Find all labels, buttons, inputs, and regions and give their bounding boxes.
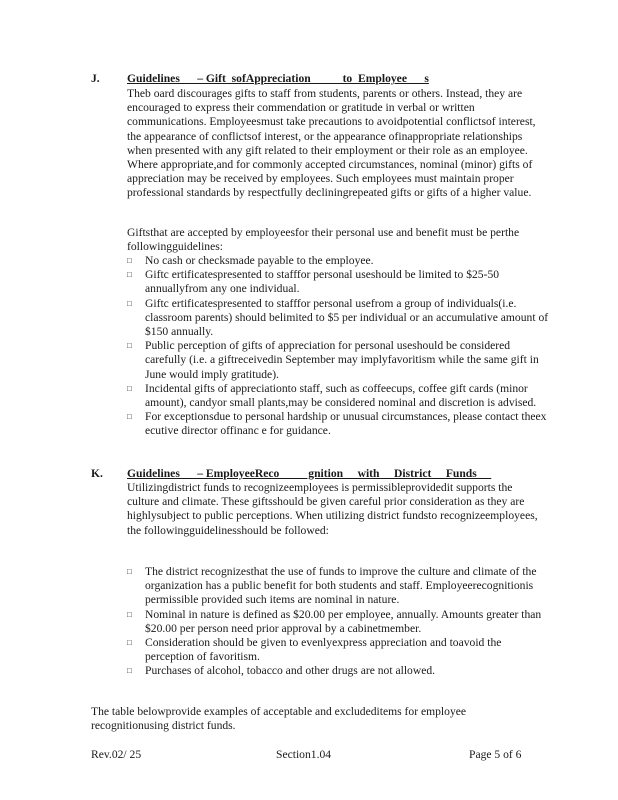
section-k-para1-text: Utilizingdistrict funds to recognizeemployees is permissibleprovidedit supports the culture and climate. These giftsshould be given careful prior consideration as they are highlysubject to public perceptions. When utilizing district fundsto recognizeemployees, the followingguidelinesshould be followed: — [127, 481, 538, 537]
section-k-letter: K. — [91, 467, 103, 480]
list-item-text: Purchases of alcohol, tobacco and other drugs are not allowed. — [145, 664, 436, 678]
section-j-paragraph-1 — [127, 87, 547, 201]
list-item — [127, 339, 552, 382]
list-item-text: Nominal in nature is defined as $20.00 per employee, annually. Amounts greater than $20.00 per person need prior approval by a cabinetmember. — [145, 607, 542, 635]
list-item — [127, 636, 542, 664]
footer-revision: Rev.02/ 25 — [91, 748, 142, 761]
list-item — [127, 297, 552, 340]
bullet-box-icon: □ — [127, 270, 132, 280]
section-k-heading: Guidelines – EmployeeReco gnition with District Funds — [127, 467, 492, 480]
list-item-text: Giftc ertificatespresented to stafffor personal useshould be limited to $25-50 annuallyfrom any one individual. — [145, 268, 500, 296]
list-item-text: Giftc ertificatespresented to stafffor personal usefrom a group of individuals(i.e. classroom parents) should belimited to $5 per individual or an accumulative amount of $150 annually. — [145, 296, 549, 339]
footer-section: Section1.04 — [276, 748, 332, 761]
list-item — [127, 410, 552, 438]
bullet-box-icon: □ — [127, 666, 132, 676]
section-j-guidelines-list — [127, 254, 552, 439]
list-item — [127, 608, 542, 636]
list-item — [127, 382, 552, 410]
list-item-text: For exceptionsdue to personal hardship or unusual circumstances, please contact theex ecutive director offinanc e for guidance. — [145, 410, 547, 438]
list-item-text: No cash or checksmade payable to the employee. — [145, 254, 374, 267]
list-item — [127, 565, 542, 608]
section-j-paragraph-2 — [127, 226, 547, 254]
footer-page-number: Page 5 of 6 — [469, 748, 522, 761]
closing-paragraph: The table belowprovide examples of acceptable and excludeditems for employee recognitionusing district funds. — [91, 705, 467, 733]
list-item-text: The district recognizesthat the use of funds to improve the culture and climate of the organization has a public benefit for both students and staff. Employeerecognitionis permissible provided such items are nominal in nature. — [145, 565, 537, 607]
bullet-box-icon: □ — [127, 383, 132, 393]
list-item — [127, 664, 542, 678]
list-item-text: Consideration should be given to evenlyexpress appreciation and toavoid the perception of favoritism. — [145, 636, 502, 664]
bullet-box-icon: □ — [127, 609, 132, 619]
section-j-heading: Guidelines – Gift sofAppreciation to Employee s — [127, 72, 429, 85]
section-k-guidelines-list — [127, 565, 542, 679]
list-item — [127, 254, 552, 268]
list-item — [127, 268, 552, 296]
bullet-box-icon: □ — [127, 298, 132, 308]
section-j-para1-text: Theb oard discourages gifts to staff from students, parents or others. Instead, they are encouraged to express their commendation or gratitude in verbal or written communications. Employeesmust take precautions to avoidpotential conflictsof interest, the appearance of conflictsof interest, or the appearance ofinappropriate relationships when presented with any gift related to their employment or their role as an employee. Where appropriate,and for commonly accepted circumstances, nominal (minor) gifts of appreciation may be received by employees. Such employees must maintain proper professional standards by respectfully decliningrepeated gifts or gifts of a higher value. — [127, 87, 536, 200]
section-j-para2-text: Giftsthat are accepted by employeesfor their personal use and benefit must be perthe followingguidelines: — [127, 226, 520, 254]
bullet-box-icon: □ — [127, 256, 132, 265]
section-k-paragraph-1 — [127, 481, 547, 538]
bullet-box-icon: □ — [127, 638, 132, 648]
bullet-box-icon: □ — [127, 341, 132, 351]
bullet-box-icon: □ — [127, 567, 132, 576]
bullet-box-icon: □ — [127, 412, 132, 422]
section-j-letter: J. — [91, 72, 100, 85]
list-item-text: Public perception of gifts of appreciation for personal useshould be considered carefully (i.e. a giftreceivedin September may implyfavoritism while the same gift in June would imply gratitude). — [145, 339, 539, 381]
list-item-text: Incidental gifts of appreciationto staff, such as coffeecups, coffee gift cards (minor amount), candyor small plants,may be considered nominal and discretion is advised. — [145, 381, 537, 410]
